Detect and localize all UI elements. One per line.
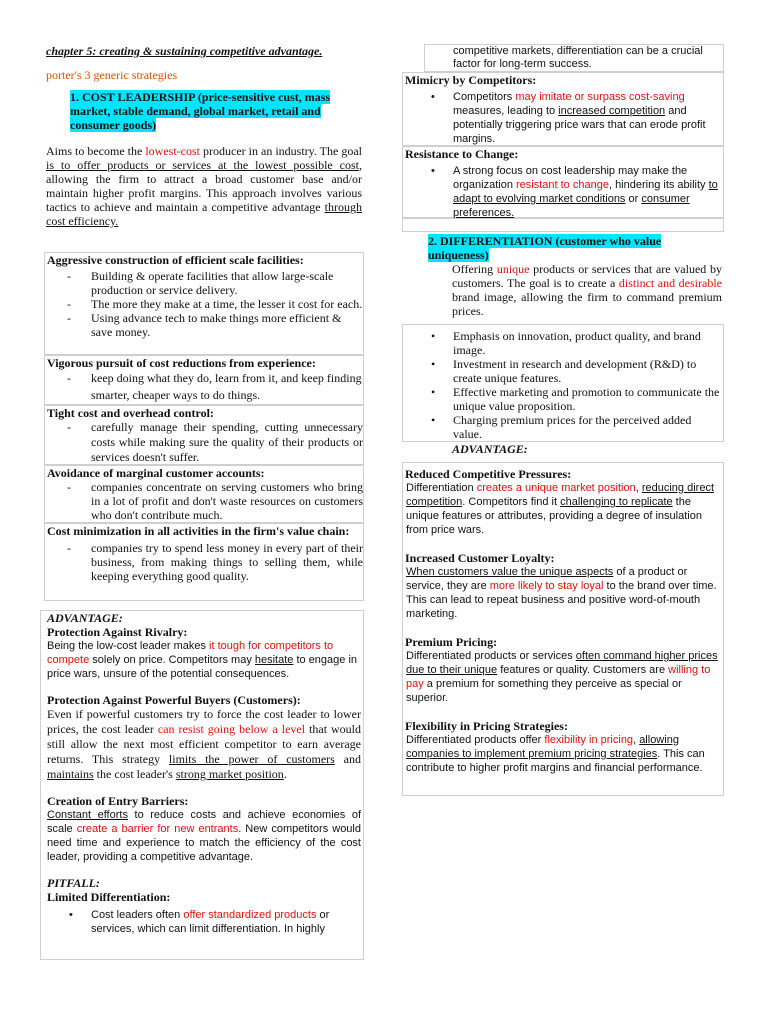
section-box bbox=[44, 465, 364, 523]
text-red: it tough for competitors to compete bbox=[47, 640, 334, 666]
divider-box bbox=[402, 218, 724, 232]
text-underline: strong market position bbox=[175, 767, 284, 781]
text-run: Competitors bbox=[453, 91, 516, 103]
text-red: offer standardized products bbox=[183, 909, 317, 921]
text-run: A strong focus on cost leadership may make the organization bbox=[453, 165, 688, 191]
list-item: • Investment in research and development (R&D) to create unique features. bbox=[403, 357, 723, 385]
text-run: to engage in price wars, unsure of the potential consequences. bbox=[47, 654, 358, 680]
list-item: - companies try to spend less money in every part of their business, from making things to selling them, while keeping everything good quality. bbox=[45, 541, 363, 583]
text-run: or bbox=[625, 193, 642, 205]
section-box bbox=[44, 523, 364, 601]
text-red: willing to pay bbox=[406, 664, 711, 690]
text-run: Offering bbox=[452, 262, 497, 276]
mimicry-box bbox=[402, 72, 724, 146]
intro-text: producer in an industry. The goal bbox=[200, 144, 362, 158]
text-run: and potentially triggering price wars that can erode profit margins. bbox=[453, 105, 706, 145]
intro-text: , allowing the firm to attract a broad customer base and/or maintain higher profit margins. This approach involves various tactics to achieve and maintain a competitive advantage bbox=[46, 158, 362, 214]
differentiation-list bbox=[403, 329, 723, 441]
flex-title: Flexibility in Pricing Strategies: bbox=[405, 719, 568, 733]
list-item: • Charging premium prices for the perceived added value. bbox=[403, 413, 723, 441]
text-underline: Constant efforts bbox=[47, 809, 128, 821]
section-list bbox=[45, 480, 363, 522]
text-run: , bbox=[633, 734, 640, 746]
cost-leadership-heading bbox=[70, 90, 364, 132]
text-underline: hesitate bbox=[254, 654, 294, 666]
text-run: and bbox=[334, 752, 361, 766]
text-run: Differentiation bbox=[406, 482, 477, 494]
text-run: of a product or service, they are bbox=[406, 566, 688, 592]
list-item: - carefully manage their spending, cutting unnecessary costs while making sure the quality of their products or services doesn't suffer. bbox=[45, 420, 363, 465]
buyers-text bbox=[41, 707, 363, 782]
text-run: . bbox=[283, 767, 287, 781]
text-run: Even if powerful customers try to force the cost leader to lower prices, the cost leader bbox=[47, 707, 361, 736]
section-list bbox=[45, 370, 363, 404]
list-item bbox=[403, 90, 723, 146]
premium-text bbox=[403, 649, 723, 705]
text-red: distinct and desirable bbox=[618, 276, 722, 290]
list-item: • Emphasis on innovation, product quality, and brand image. bbox=[403, 329, 723, 357]
chapter-title: chapter 5: creating & sustaining competitive advantage. bbox=[46, 44, 323, 58]
section-title: Vigorous pursuit of cost reductions from experience: bbox=[47, 356, 316, 370]
list-item: - Building & operate facilities that allow large-scale production or service delivery. bbox=[45, 269, 363, 297]
text-red: create a barrier for new entrants bbox=[76, 823, 239, 835]
text-run: . This can contribute to higher profit margins and financial performance. bbox=[406, 748, 705, 774]
rivalry-text bbox=[41, 639, 363, 681]
mimicry-title: Mimicry by Competitors: bbox=[405, 73, 537, 87]
text-run: measures, leading to bbox=[453, 105, 559, 117]
text-red: unique bbox=[496, 262, 530, 276]
text-run: . Competitors find it bbox=[462, 496, 561, 508]
section-box bbox=[44, 405, 364, 465]
differentiation-intro bbox=[452, 262, 722, 318]
text-run: , bbox=[635, 482, 642, 494]
intro-underline: through cost efficiency. bbox=[46, 200, 362, 228]
text-red: flexibility in pricing bbox=[544, 734, 634, 746]
text-run: brand image, allowing the firm to command premium prices. bbox=[452, 290, 722, 318]
advantage-label-right: ADVANTAGE: bbox=[452, 442, 528, 456]
text-run: features or quality. Customers are bbox=[497, 664, 669, 676]
continuation-box bbox=[424, 44, 724, 72]
buyers-title: Protection Against Powerful Buyers (Customers): bbox=[47, 693, 301, 707]
resist-title: Resistance to Change: bbox=[405, 147, 519, 161]
text-underline: increased competition bbox=[558, 105, 666, 117]
reduced-text bbox=[403, 481, 723, 537]
mimicry-list bbox=[403, 90, 723, 146]
reduced-title: Reduced Competitive Pressures: bbox=[405, 467, 572, 481]
cost-leadership-intro bbox=[46, 144, 362, 228]
text-underline: maintains bbox=[47, 767, 94, 781]
intro-text: Aims to become the bbox=[46, 144, 146, 158]
section-list bbox=[45, 420, 363, 465]
list-item: - Using advance tech to make things more efficient & save money. bbox=[45, 311, 363, 339]
text-run: a premium for something they perceive as special or superior. bbox=[406, 678, 682, 704]
limited-title: Limited Differentiation: bbox=[47, 890, 171, 904]
differentiation-heading-text: 2. DIFFERENTIATION (customer who value uniqueness) bbox=[428, 234, 662, 262]
text-underline: often command higher prices due to their unique bbox=[406, 650, 718, 676]
text-run: Differentiated products or services bbox=[406, 650, 576, 662]
differentiation-heading bbox=[428, 234, 724, 262]
loyalty-title: Increased Customer Loyalty: bbox=[405, 551, 555, 565]
text-run: or services, which can limit differentiation. In highly bbox=[91, 909, 330, 935]
advantage-box-right bbox=[402, 462, 724, 796]
intro-red: lowest-cost bbox=[145, 144, 200, 158]
text-run: Differentiated products offer bbox=[406, 734, 545, 746]
cost-leadership-heading-text: 1. COST LEADERSHIP (price-sensitive cust, mass market, stable demand, global market, retail and consumer goods) bbox=[70, 90, 331, 132]
text-run: . New competitors would need time and experience to match the efficiency of the cost leader, providing a competitive advantage. bbox=[47, 823, 361, 863]
barriers-text bbox=[41, 808, 363, 864]
text-underline: challenging to replicate bbox=[560, 496, 673, 508]
continuation-text: competitive markets, differentiation can be a crucial factor for long-term success. bbox=[453, 45, 703, 70]
section-title: Aggressive construction of efficient scale facilities: bbox=[47, 253, 304, 267]
text-run: products or services that are valued by customers. The goal is to create a bbox=[452, 262, 722, 290]
porter-title: porter's 3 generic strategies bbox=[46, 68, 178, 82]
text-red: can resist going below a level bbox=[157, 722, 306, 736]
text-red: creates a unique market position bbox=[476, 482, 636, 494]
barriers-title: Creation of Entry Barriers: bbox=[47, 794, 189, 808]
loyalty-text bbox=[403, 565, 723, 621]
premium-title: Premium Pricing: bbox=[405, 635, 498, 649]
advantage-box bbox=[40, 610, 364, 960]
list-item bbox=[403, 164, 723, 220]
rivalry-title: Protection Against Rivalry: bbox=[47, 625, 188, 639]
text-underline: to adapt to evolving market conditions bbox=[453, 179, 718, 205]
section-box bbox=[44, 252, 364, 355]
text-red: may imitate or surpass cost-saving bbox=[515, 91, 685, 103]
list-item: - keep doing what they do, learn from it, and keep finding smarter, cheaper ways to do things. bbox=[45, 370, 363, 404]
text-run: the unique features or attributes, providing a degree of insulation from price wars. bbox=[406, 496, 702, 536]
text-run: solely on price. Competitors may bbox=[89, 654, 255, 666]
resist-list bbox=[403, 164, 723, 220]
text-run: that would still allow the next most efficient competitor to earn average returns. This strategy bbox=[47, 722, 362, 766]
text-run: to reduce costs and achieve economies of scale bbox=[47, 809, 362, 835]
list-item: • Effective marketing and promotion to communicate the unique value proposition. bbox=[403, 385, 723, 413]
text-underline: limits the power of customers bbox=[168, 752, 335, 766]
section-title: Tight cost and overhead control: bbox=[47, 406, 214, 420]
differentiation-features-box bbox=[402, 324, 724, 442]
list-item: - companies concentrate on serving customers who bring in a lot of profit and don't waste resources on customers who don't contribute much. bbox=[45, 480, 363, 522]
limited-list bbox=[41, 908, 363, 936]
text-underline: consumer preferences. bbox=[453, 193, 690, 219]
text-underline: allowing companies to implement premium pricing strategies bbox=[406, 734, 679, 760]
section-title: Cost minimization in all activities in the firm's value chain: bbox=[47, 524, 350, 538]
section-list bbox=[45, 269, 363, 339]
flex-text bbox=[403, 733, 723, 775]
advantage-label: ADVANTAGE: bbox=[47, 611, 123, 625]
text-red: more likely to stay loyal bbox=[489, 580, 604, 592]
text-run: , hindering its ability bbox=[608, 179, 709, 191]
text-run: Cost leaders often bbox=[91, 909, 184, 921]
text-underline: When customers value the unique aspects bbox=[406, 566, 614, 578]
pitfall-label: PITFALL: bbox=[47, 876, 100, 890]
text-run: Being the low-cost leader makes bbox=[47, 640, 210, 652]
text-red: resistant to change bbox=[516, 179, 609, 191]
list-item: - The more they make at a time, the lesser it cost for each. bbox=[45, 297, 363, 311]
section-box bbox=[44, 355, 364, 405]
list-item bbox=[41, 908, 363, 936]
text-run: the cost leader's bbox=[93, 767, 176, 781]
text-run: to the brand over time. This can lead to repeat business and positive word-of-mouth marketing. bbox=[406, 580, 717, 620]
text-underline: reducing direct competition bbox=[406, 482, 714, 508]
resist-box bbox=[402, 146, 724, 218]
section-list bbox=[45, 541, 363, 583]
intro-underline: is to offer products or services at the lowest possible cost bbox=[46, 158, 359, 172]
section-title: Avoidance of marginal customer accounts: bbox=[47, 466, 265, 480]
